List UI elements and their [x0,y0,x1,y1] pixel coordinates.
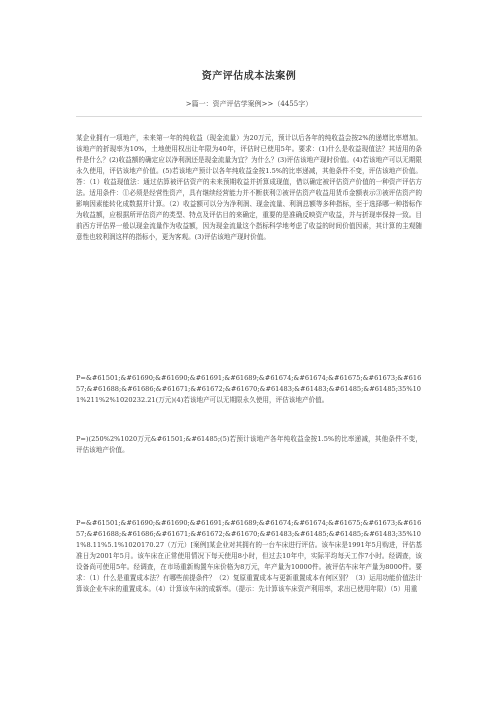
document-title: 资产评估成本法案例 [201,71,297,82]
paragraph-formula-2: P=)(250%2%1020万元&#61501;&#61485;(5)若预计该地产各年纯收益金按1.5%的比率递减，其他条件不变，评估该地产价值。 [76,435,422,454]
paragraph-formula-1: P=&#61501;&#61690;&#61690;&#61691;&#61689;&#61674;&#61674;&#61675;&#61673;&#61657;&#61688;&#61686;&#61671;&#61672;&#61670;&#61483;&#61483;&#61485;&#61485;35%101%211%2%1020232.21(万元)(4)若该地产可以无期限永久使用，评估该地产价值。 [76,374,422,404]
document-subtitle: >篇一：资产评估学案例>>（4455字） [185,100,313,108]
divider [76,116,422,117]
paragraph-case-intro: 某企业拥有一项地产，未来第一年的纯收益（现金流量）为20万元，预计以后各年的纯收益会按2%的递增比率增加。该地产的折现率为10%，土地使用权出让年限为40年，评估时已使用5年。要求：(1)什么是收益现值法？其适用的条件是什么？(2)收益额的确定应以净利润还是现金流量为宜？为什么？(3)评估该地产现时价值。(4)若该地产可以无期限永久使用，评估该地产价值。(5)若该地产预计以各年纯收益金按1.5%的比率递减，其他条件不变，评估该地产价值。答：（1）收益现值法：通过估算被评估资产的未来预期收益并折算成现值，借以确定被评估资产价值的一种资产评估方法。适用条件：①必须是经营性资产，具有继续经营能力并不断获利②被评估资产收益用货币金额表示③被评估资产的影响因素能转化成数据并计算。（2）收益额可以分为净利润、现金流量、利润总额等多种指标，至于选择哪一种指标作为收益额，应根据所评估资产的类型、特点及评估目的来确定，重要的是准确反映资产收益，并与折现率保持一致。目前西方评估界一般以现金流量作为收益额，因为现金流量这个指标科学地考虑了收益的时间价值因素，其计算的主观随意性也较利润这样的指标小，更为客观。(3)评估该地产现时价值。 [76,134,422,241]
paragraph-formula-3: P=&#61501;&#61690;&#61690;&#61691;&#61689;&#61674;&#61674;&#61675;&#61673;&#61657;&#61688;&#61686;&#61671;&#61672;&#61670;&#61483;&#61485;&#61485;&#61483;35%101%8.11%5.1%1020170.27（万元）[案例]某企业对其拥有的一台车床进行评估。该车床是1991年5月购进，评估基准日为2001年5月。该车床在正常使用情况下每天使用8小时，但过去10年中，实际平均每天工作7小时。经调查，该设备尚可使用5年。经调查，在市场重新购置车床价格为8万元，年产量为10000件。被评估车床年产量为8000件。要求：（1）什么是重置成本法？有哪些前提条件？（2）复原重置成本与更新重置成本有何区别？（3）运用功能价值法计算该企业车床的重置成本。（4）计算该车床的成新率。（提示：先计算该车床资产利用率，求出已使用年限）（5）用重 [76,519,422,593]
